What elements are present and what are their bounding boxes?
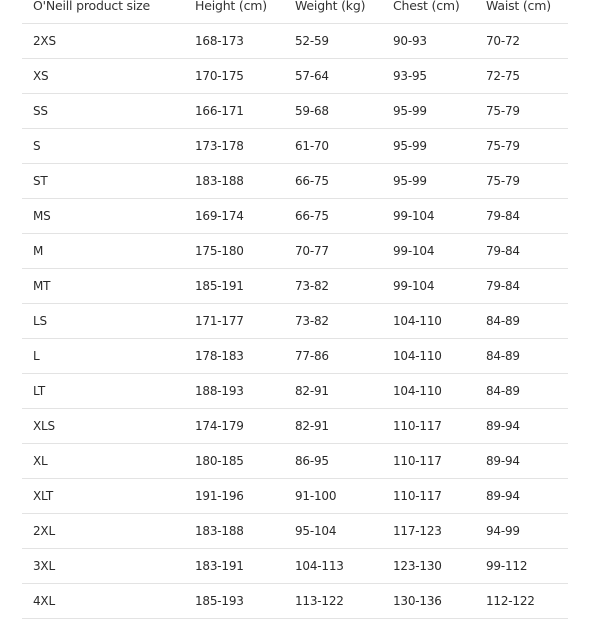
cell-weight: 59-68 bbox=[284, 94, 382, 129]
cell-waist: 94-99 bbox=[475, 514, 568, 549]
cell-weight: 66-75 bbox=[284, 199, 382, 234]
cell-size: 2XS bbox=[22, 24, 184, 59]
cell-chest: 110-117 bbox=[382, 479, 475, 514]
table-row bbox=[22, 94, 568, 129]
cell-waist: 99-112 bbox=[475, 549, 568, 584]
table-row bbox=[22, 129, 568, 164]
cell-size: 4XL bbox=[22, 584, 184, 619]
table-row bbox=[22, 549, 568, 584]
cell-height: 169-174 bbox=[184, 199, 284, 234]
cell-waist: 89-94 bbox=[475, 479, 568, 514]
cell-waist: 84-89 bbox=[475, 304, 568, 339]
cell-weight: 77-86 bbox=[284, 339, 382, 374]
table-row bbox=[22, 514, 568, 549]
cell-size: ST bbox=[22, 164, 184, 199]
cell-weight: 61-70 bbox=[284, 129, 382, 164]
cell-size: MS bbox=[22, 199, 184, 234]
table-row bbox=[22, 584, 568, 619]
cell-chest: 95-99 bbox=[382, 129, 475, 164]
table-row bbox=[22, 339, 568, 374]
cell-weight: 73-82 bbox=[284, 269, 382, 304]
table-row bbox=[22, 444, 568, 479]
cell-height: 170-175 bbox=[184, 59, 284, 94]
table-row bbox=[22, 409, 568, 444]
cell-height: 183-188 bbox=[184, 514, 284, 549]
cell-height: 185-193 bbox=[184, 584, 284, 619]
cell-weight: 95-104 bbox=[284, 514, 382, 549]
cell-height: 175-180 bbox=[184, 234, 284, 269]
cell-waist: 72-75 bbox=[475, 59, 568, 94]
table-row bbox=[22, 374, 568, 409]
cell-size: SS bbox=[22, 94, 184, 129]
cell-waist: 75-79 bbox=[475, 94, 568, 129]
table-row bbox=[22, 269, 568, 304]
column-header-waist: Waist (cm) bbox=[475, 0, 568, 24]
cell-height: 180-185 bbox=[184, 444, 284, 479]
cell-height: 173-178 bbox=[184, 129, 284, 164]
cell-waist: 84-89 bbox=[475, 374, 568, 409]
cell-size: M bbox=[22, 234, 184, 269]
cell-weight: 82-91 bbox=[284, 409, 382, 444]
cell-height: 168-173 bbox=[184, 24, 284, 59]
cell-weight: 57-64 bbox=[284, 59, 382, 94]
cell-chest: 110-117 bbox=[382, 444, 475, 479]
cell-size: XLT bbox=[22, 479, 184, 514]
table-row bbox=[22, 199, 568, 234]
cell-height: 185-191 bbox=[184, 269, 284, 304]
cell-size: LS bbox=[22, 304, 184, 339]
cell-size: 2XL bbox=[22, 514, 184, 549]
cell-chest: 130-136 bbox=[382, 584, 475, 619]
cell-waist: 75-79 bbox=[475, 164, 568, 199]
cell-waist: 70-72 bbox=[475, 24, 568, 59]
cell-waist: 79-84 bbox=[475, 199, 568, 234]
cell-weight: 86-95 bbox=[284, 444, 382, 479]
table-row bbox=[22, 234, 568, 269]
cell-chest: 95-99 bbox=[382, 164, 475, 199]
cell-waist: 75-79 bbox=[475, 129, 568, 164]
cell-size: MT bbox=[22, 269, 184, 304]
cell-waist: 112-122 bbox=[475, 584, 568, 619]
cell-height: 191-196 bbox=[184, 479, 284, 514]
cell-size: S bbox=[22, 129, 184, 164]
table-row bbox=[22, 59, 568, 94]
table-header bbox=[22, 0, 568, 24]
cell-size: L bbox=[22, 339, 184, 374]
cell-waist: 84-89 bbox=[475, 339, 568, 374]
cell-weight: 52-59 bbox=[284, 24, 382, 59]
cell-height: 171-177 bbox=[184, 304, 284, 339]
table-row bbox=[22, 24, 568, 59]
cell-waist: 89-94 bbox=[475, 444, 568, 479]
cell-size: XL bbox=[22, 444, 184, 479]
table-row bbox=[22, 304, 568, 339]
cell-weight: 113-122 bbox=[284, 584, 382, 619]
cell-weight: 70-77 bbox=[284, 234, 382, 269]
cell-size: LT bbox=[22, 374, 184, 409]
cell-chest: 104-110 bbox=[382, 339, 475, 374]
cell-size: XS bbox=[22, 59, 184, 94]
cell-chest: 99-104 bbox=[382, 269, 475, 304]
cell-size: 3XL bbox=[22, 549, 184, 584]
cell-weight: 104-113 bbox=[284, 549, 382, 584]
cell-weight: 73-82 bbox=[284, 304, 382, 339]
cell-weight: 82-91 bbox=[284, 374, 382, 409]
header-row bbox=[22, 0, 568, 24]
cell-waist: 89-94 bbox=[475, 409, 568, 444]
cell-chest: 99-104 bbox=[382, 199, 475, 234]
cell-height: 188-193 bbox=[184, 374, 284, 409]
column-header-size: O'Neill product size bbox=[22, 0, 184, 24]
cell-chest: 90-93 bbox=[382, 24, 475, 59]
cell-height: 183-191 bbox=[184, 549, 284, 584]
cell-height: 174-179 bbox=[184, 409, 284, 444]
cell-chest: 99-104 bbox=[382, 234, 475, 269]
cell-chest: 110-117 bbox=[382, 409, 475, 444]
cell-weight: 66-75 bbox=[284, 164, 382, 199]
cell-height: 166-171 bbox=[184, 94, 284, 129]
cell-chest: 93-95 bbox=[382, 59, 475, 94]
table-body bbox=[22, 24, 568, 619]
cell-height: 178-183 bbox=[184, 339, 284, 374]
cell-waist: 79-84 bbox=[475, 234, 568, 269]
table-row bbox=[22, 479, 568, 514]
cell-chest: 104-110 bbox=[382, 374, 475, 409]
size-chart-table bbox=[22, 0, 568, 619]
cell-waist: 79-84 bbox=[475, 269, 568, 304]
table-row bbox=[22, 164, 568, 199]
column-header-chest: Chest (cm) bbox=[382, 0, 475, 24]
cell-weight: 91-100 bbox=[284, 479, 382, 514]
cell-chest: 117-123 bbox=[382, 514, 475, 549]
cell-height: 183-188 bbox=[184, 164, 284, 199]
column-header-weight: Weight (kg) bbox=[284, 0, 382, 24]
cell-chest: 104-110 bbox=[382, 304, 475, 339]
cell-chest: 123-130 bbox=[382, 549, 475, 584]
cell-size: XLS bbox=[22, 409, 184, 444]
column-header-height: Height (cm) bbox=[184, 0, 284, 24]
cell-chest: 95-99 bbox=[382, 94, 475, 129]
